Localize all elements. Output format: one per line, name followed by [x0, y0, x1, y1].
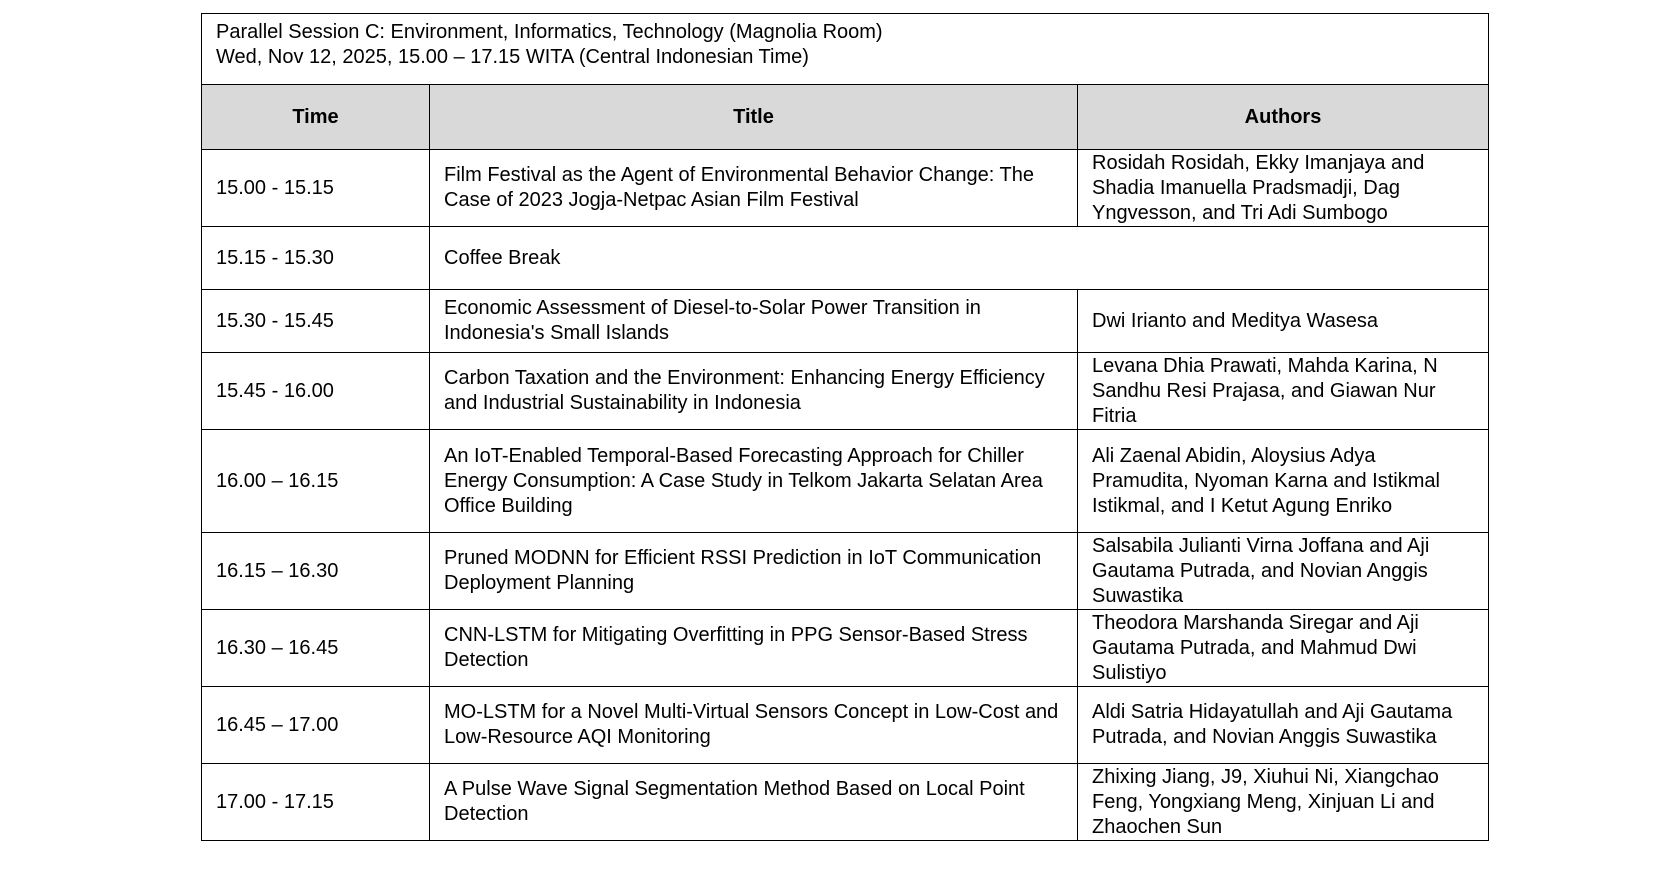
table-row — [202, 764, 1489, 841]
title-column-header: Title — [430, 85, 1078, 150]
table-row — [202, 610, 1489, 687]
title-cell: Pruned MODNN for Efficient RSSI Prediction in IoT Communication Deployment Planning — [430, 533, 1078, 610]
title-cell: CNN-LSTM for Mitigating Overfitting in PPG Sensor-Based Stress Detection — [430, 610, 1078, 687]
time-cell: 16.15 – 16.30 — [202, 533, 430, 610]
title-cell: Film Festival as the Agent of Environmental Behavior Change: The Case of 2023 Jogja-Netpac Asian Film Festival — [430, 150, 1078, 227]
session-info — [202, 14, 1489, 85]
authors-cell: Theodora Marshanda Siregar and Aji Gautama Putrada, and Mahmud Dwi Sulistiyo — [1078, 610, 1489, 687]
title-cell: An IoT-Enabled Temporal-Based Forecasting Approach for Chiller Energy Consumption: A Case Study in Telkom Jakarta Selatan Area Office Building — [430, 430, 1078, 533]
authors-cell: Dwi Irianto and Meditya Wasesa — [1078, 290, 1489, 353]
table-row — [202, 353, 1489, 430]
schedule-body — [202, 14, 1489, 841]
time-cell: 15.30 - 15.45 — [202, 290, 430, 353]
time-cell: 15.00 - 15.15 — [202, 150, 430, 227]
session-info-row — [202, 14, 1489, 85]
authors-cell: Levana Dhia Prawati, Mahda Karina, N Sandhu Resi Prajasa, and Giawan Nur Fitria — [1078, 353, 1489, 430]
title-cell: Carbon Taxation and the Environment: Enhancing Energy Efficiency and Industrial Sustainability in Indonesia — [430, 353, 1078, 430]
session-title: Parallel Session C: Environment, Informatics, Technology (Magnolia Room) — [216, 21, 883, 43]
table-row — [202, 687, 1489, 764]
authors-column-header: Authors — [1078, 85, 1489, 150]
time-column-header: Time — [202, 85, 430, 150]
table-row-break — [202, 227, 1489, 290]
table-row — [202, 533, 1489, 610]
session-datetime: Wed, Nov 12, 2025, 15.00 – 17.15 WITA (Central Indonesian Time) — [216, 46, 809, 68]
title-cell: Economic Assessment of Diesel-to-Solar Power Transition in Indonesia's Small Islands — [430, 290, 1078, 353]
column-header-row — [202, 85, 1489, 150]
time-cell: 17.00 - 17.15 — [202, 764, 430, 841]
time-cell: 16.30 – 16.45 — [202, 610, 430, 687]
time-cell: 15.15 - 15.30 — [202, 227, 430, 290]
time-cell: 16.00 – 16.15 — [202, 430, 430, 533]
session-schedule-table — [201, 13, 1489, 841]
break-cell: Coffee Break — [430, 227, 1489, 290]
title-cell: A Pulse Wave Signal Segmentation Method Based on Local Point Detection — [430, 764, 1078, 841]
table-row — [202, 430, 1489, 533]
table-row — [202, 150, 1489, 227]
time-cell: 16.45 – 17.00 — [202, 687, 430, 764]
authors-cell: Aldi Satria Hidayatullah and Aji Gautama Putrada, and Novian Anggis Suwastika — [1078, 687, 1489, 764]
time-cell: 15.45 - 16.00 — [202, 353, 430, 430]
table-row — [202, 290, 1489, 353]
authors-cell: Ali Zaenal Abidin, Aloysius Adya Pramudita, Nyoman Karna and Istikmal Istikmal, and I Ketut Agung Enriko — [1078, 430, 1489, 533]
authors-cell: Rosidah Rosidah, Ekky Imanjaya and Shadia Imanuella Pradsmadji, Dag Yngvesson, and Tri Adi Sumbogo — [1078, 150, 1489, 227]
authors-cell: Zhixing Jiang, J9, Xiuhui Ni, Xiangchao Feng, Yongxiang Meng, Xinjuan Li and Zhaochen Sun — [1078, 764, 1489, 841]
title-cell: MO-LSTM for a Novel Multi-Virtual Sensors Concept in Low-Cost and Low-Resource AQI Monitoring — [430, 687, 1078, 764]
authors-cell: Salsabila Julianti Virna Joffana and Aji Gautama Putrada, and Novian Anggis Suwastika — [1078, 533, 1489, 610]
